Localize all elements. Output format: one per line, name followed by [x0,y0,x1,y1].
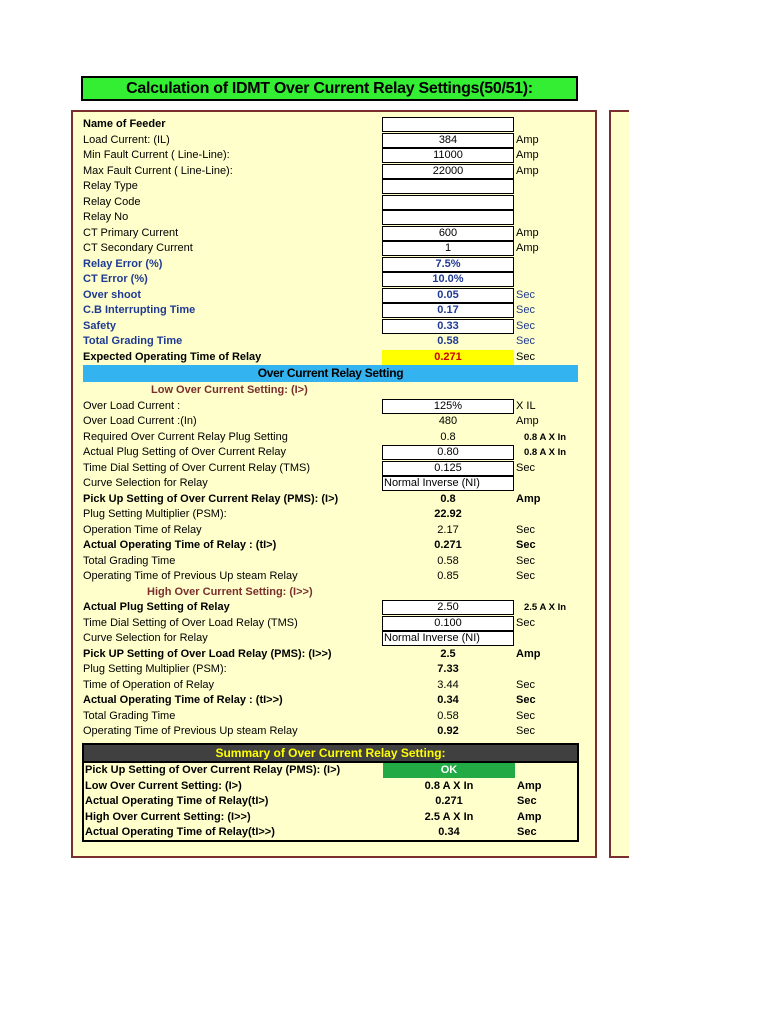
row-safety [83,319,583,335]
row-prev-high [83,724,583,740]
label: Time Dial Setting of Over Load Relay (TMS) [83,616,298,629]
label: Actual Operating Time of Relay(tI>>) [85,826,275,838]
row-overload [83,399,583,415]
label: Relay Type [83,180,138,192]
unit: Amp [516,492,541,505]
label: Actual Plug Setting of Relay [83,601,230,613]
unit: Sec [516,554,535,567]
label: Name of Feeder [83,118,166,130]
label: Required Over Current Relay Plug Setting [83,430,288,443]
label: Safety [83,319,117,332]
unit: Amp [516,149,539,161]
row-op-time-low [83,523,583,539]
low-heading-row [83,383,583,399]
unit: Sec [516,616,535,629]
row-prev-low [83,569,583,585]
overload-input[interactable]: 125% [382,399,514,414]
label: Over shoot [83,288,142,301]
feeder-name-input[interactable] [382,117,514,132]
actual-op-high-value: 0.34 [437,694,459,706]
unit: Amp [516,647,541,660]
unit: Amp [516,415,539,427]
label: Curve Selection for Relay [83,477,208,489]
label: C.B Interrupting Time [83,304,196,316]
curve-low-select[interactable]: Normal Inverse (NI) [382,476,514,491]
row-psm-high [83,662,583,678]
cb-time-input[interactable]: 0.17 [382,303,514,318]
pickup-high-value: 2.5 [440,647,456,660]
label: High Over Current Setting: (I>>) [85,810,251,823]
unit: Amp [516,133,539,146]
label: Actual Operating Time of Relay : (tI>>) [83,694,283,706]
label: Pick Up Setting of Over Current Relay (PMS): (I>) [83,492,339,505]
summary-heading: Summary of Over Current Relay Setting: [82,743,579,763]
label: Operation Time of Relay [83,523,202,536]
side-panel [609,110,629,858]
tms-high-input[interactable]: 0.100 [382,616,514,631]
actual-plug-high-input[interactable]: 2.50 [382,600,514,615]
overshoot-input[interactable]: 0.05 [382,288,514,303]
summary-row-high-time [84,825,577,841]
row-overshoot [83,288,583,304]
unit: Amp [516,242,539,254]
label: Plug Setting Multiplier (PSM): [83,508,227,520]
actual-op-low-value: 0.271 [434,539,462,551]
unit: Sec [516,350,535,363]
unit: Sec [516,319,535,332]
label: Actual Operating Time of Relay : (tI>) [83,539,277,551]
unit: Sec [516,694,536,706]
label: Over Load Current : [83,399,181,412]
label: Relay No [83,211,129,223]
label: Time of Operation of Relay [83,678,215,691]
label: Pick UP Setting of Over Load Relay (PMS): (I>>) [83,647,332,660]
unit: X IL [516,399,536,412]
label: Expected Operating Time of Relay [83,350,262,363]
unit: Sec [516,725,535,737]
unit: Amp [516,226,539,239]
row-curve-low [83,476,583,492]
sheet-title: Calculation of IDMT Over Current Relay Settings(50/51): [81,76,578,101]
unit: 2.5 A X In [524,602,567,613]
unit: Amp [517,810,542,823]
row-required-plug [83,430,583,446]
row-actual-op-high [83,693,583,709]
row-relay-error [83,257,583,273]
label: CT Error (%) [83,273,148,285]
pickup-status-badge: OK [383,763,515,778]
label: Actual Plug Setting of Over Current Relay [83,446,286,458]
ct-primary-input[interactable]: 600 [382,226,514,241]
row-op-time-high [83,678,583,694]
max-fault-input[interactable]: 22000 [382,164,514,179]
row-tms-high [83,616,583,632]
row-relay-no [83,210,583,226]
unit: Sec [516,288,535,301]
unit: Amp [517,779,542,792]
value: 2.5 A X In [424,810,474,823]
value: 0.271 [435,795,463,807]
prev-low-value: 0.85 [437,570,459,582]
psm-low-value: 22.92 [434,508,462,520]
row-cb-time [83,303,583,319]
actual-plug-input[interactable]: 0.80 [382,445,514,460]
unit: Sec [516,570,535,582]
row-actual-op-low [83,538,583,554]
relay-error-input[interactable]: 7.5% [382,257,514,272]
grading-high-value: 0.58 [437,709,459,722]
unit: 0.8 A X In [524,431,567,443]
op-time-high-value: 3.44 [437,678,459,691]
label: CT Secondary Current [83,242,193,254]
row-psm-low [83,507,583,523]
relay-code-input[interactable] [382,195,514,210]
min-fault-input[interactable]: 11000 [382,148,514,163]
relay-type-input[interactable] [382,179,514,194]
row-relay-code [83,195,583,211]
row-ct-primary [83,226,583,242]
row-grading-low [83,554,583,570]
row-expected-time [83,350,583,366]
summary-table [82,763,579,842]
safety-input[interactable]: 0.33 [382,319,514,334]
unit: 0.8 A X In [524,447,567,458]
expected-time-value: 0.271 [382,350,514,365]
row-overload-in [83,414,583,430]
row-ct-secondary [83,241,583,257]
row-actual-plug [83,445,583,461]
label: Relay Error (%) [83,257,163,270]
label: Time Dial Setting of Over Current Relay (TMS) [83,461,310,474]
high-heading: High Over Current Setting: (I>>) [147,585,313,598]
summary-row-high [84,810,577,826]
label: Curve Selection for Relay [83,632,208,644]
row-total-grading [83,334,583,350]
label: Actual Operating Time of Relay(tI>) [85,795,269,807]
unit: Sec [517,826,537,838]
section-band-row [83,365,583,383]
row-ct-error [83,272,583,288]
row-feeder-name [83,117,583,133]
prev-high-value: 0.92 [437,725,459,737]
load-current-input[interactable]: 384 [382,133,514,148]
row-min-fault [83,148,583,164]
label: Relay Code [83,195,141,208]
ct-secondary-input[interactable]: 1 [382,241,514,256]
unit: Sec [516,678,535,691]
summary-row-pickup [84,763,577,779]
unit: Amp [516,164,539,177]
label: Total Grading Time [83,335,183,347]
label: CT Primary Current [83,226,179,239]
row-relay-type [83,179,583,195]
row-load-current [83,133,583,149]
relay-no-input[interactable] [382,210,514,225]
unit: Sec [516,304,535,316]
unit: Sec [516,523,535,536]
row-tms-low [83,461,583,477]
ct-error-input[interactable]: 10.0% [382,272,514,287]
required-plug-value: 0.8 [440,430,456,443]
unit: Sec [517,795,537,807]
label: Pick Up Setting of Over Current Relay (PMS): (I>) [85,764,341,776]
label: Plug Setting Multiplier (PSM): [83,663,227,675]
row-grading-high [83,709,583,725]
grading-low-value: 0.58 [437,554,459,567]
unit: Sec [516,461,535,474]
unit: Sec [516,335,535,347]
label: Operating Time of Previous Up steam Relay [83,570,298,582]
row-actual-plug-high [83,600,583,616]
overload-in-value: 480 [438,415,458,427]
value: 0.34 [438,826,460,838]
high-heading-row [83,585,583,601]
value: 0.8 A X In [424,779,474,792]
label: Total Grading Time [83,554,176,567]
label: Low Over Current Setting: (I>) [85,779,242,792]
total-grading-value: 0.58 [437,335,459,347]
curve-high-select[interactable]: Normal Inverse (NI) [382,631,514,646]
unit: Sec [516,539,536,551]
label: Operating Time of Previous Up steam Relay [83,725,298,737]
section-band: Over Current Relay Setting [83,365,578,382]
calc-table [83,117,583,740]
summary-row-low [84,779,577,795]
unit: Sec [516,709,535,722]
summary-row-low-time [84,794,577,810]
row-curve-high [83,631,583,647]
label: Load Current: (IL) [83,133,170,146]
label: Max Fault Current ( Line-Line): [83,164,233,177]
pickup-low-value: 0.8 [440,492,456,505]
low-heading: Low Over Current Setting: (I>) [151,384,308,396]
row-max-fault [83,164,583,180]
tms-low-input[interactable]: 0.125 [382,461,514,476]
row-pickup-low [83,492,583,508]
psm-high-value: 7.33 [437,663,459,675]
op-time-low-value: 2.17 [437,523,459,536]
row-pickup-high [83,647,583,663]
label: Over Load Current :(In) [83,415,197,427]
label: Min Fault Current ( Line-Line): [83,149,230,161]
label: Total Grading Time [83,709,176,722]
